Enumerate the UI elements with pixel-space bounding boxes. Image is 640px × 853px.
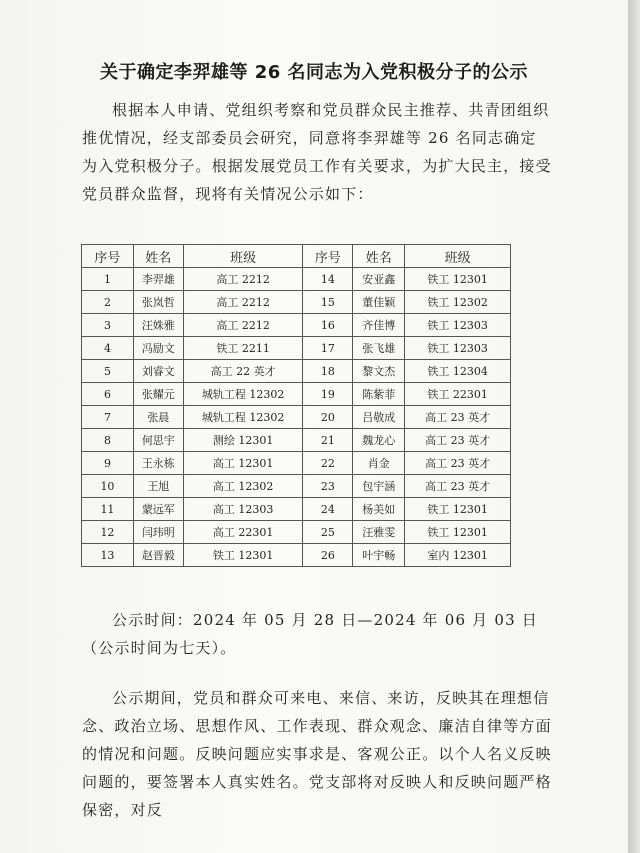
cell-class: 铁工 12301 [183,544,303,567]
cell-name: 赵晋毅 [133,544,183,567]
cell-class: 高工 22 英才 [183,360,303,383]
cell-class: 铁工 12301 [405,498,511,521]
table-row [82,498,511,521]
cell-name: 董佳颖 [353,291,405,314]
cell-class: 高工 2212 [183,268,303,291]
cell-class: 铁工 12303 [405,337,511,360]
cell-class: 高工 23 英才 [405,475,511,498]
header-class: 班级 [183,245,303,268]
cell-name: 黎文杰 [353,360,405,383]
cell-name: 张晨 [133,406,183,429]
cell-class: 铁工 12303 [405,314,511,337]
cell-class: 测绘 12301 [183,429,303,452]
cell-index: 20 [303,406,353,429]
header-name: 姓名 [353,245,405,268]
table-row [82,406,511,429]
cell-class: 城轨工程 12302 [183,383,303,406]
cell-name: 包宇涵 [353,475,405,498]
cell-index: 18 [303,360,353,383]
table-row [82,291,511,314]
cell-index: 17 [303,337,353,360]
cell-index: 15 [303,291,353,314]
cell-name: 肖金 [353,452,405,475]
cell-index: 22 [303,452,353,475]
cell-name: 李羿雄 [133,268,183,291]
cell-index: 16 [303,314,353,337]
cell-class: 铁工 12304 [405,360,511,383]
cell-index: 8 [82,429,134,452]
cell-class: 高工 12302 [183,475,303,498]
cell-name: 闫玮明 [133,521,183,544]
cell-index: 7 [82,406,134,429]
cell-index: 21 [303,429,353,452]
cell-class: 高工 23 英才 [405,429,511,452]
cell-index: 13 [82,544,134,567]
cell-name: 汪雅雯 [353,521,405,544]
table-header-row [82,245,511,268]
cell-class: 高工 22301 [183,521,303,544]
cell-index: 12 [82,521,134,544]
cell-index: 14 [303,268,353,291]
cell-name: 冯励文 [133,337,183,360]
cell-index: 2 [82,291,134,314]
cell-name: 魏龙心 [353,429,405,452]
cell-index: 6 [82,383,134,406]
cell-name: 张飞雄 [353,337,405,360]
table-row [82,337,511,360]
cell-index: 4 [82,337,134,360]
cell-name: 陈紫菲 [353,383,405,406]
cell-index: 25 [303,521,353,544]
cell-index: 24 [303,498,353,521]
candidate-table [81,244,511,567]
header-class: 班级 [405,245,511,268]
table-body [82,268,511,567]
cell-name: 吕敬成 [353,406,405,429]
table-row [82,360,511,383]
cell-name: 王旭 [133,475,183,498]
table-row [82,268,511,291]
cell-class: 铁工 12301 [405,268,511,291]
cell-name: 蒙远军 [133,498,183,521]
cell-class: 铁工 12301 [405,521,511,544]
cell-class: 铁工 2211 [183,337,303,360]
cell-class: 城轨工程 12302 [183,406,303,429]
cell-class: 高工 12303 [183,498,303,521]
cell-index: 10 [82,475,134,498]
cell-class: 铁工 22301 [405,383,511,406]
cell-index: 11 [82,498,134,521]
page-edge [628,0,640,853]
table-row [82,544,511,567]
cell-name: 齐佳博 [353,314,405,337]
document-title: 关于确定李羿雄等 26 名同志为入党积极分子的公示 [99,62,529,83]
cell-class: 室内 12301 [405,544,511,567]
cell-index: 23 [303,475,353,498]
cell-class: 高工 2212 [183,291,303,314]
header-index: 序号 [303,245,353,268]
cell-name: 叶宇畅 [353,544,405,567]
cell-name: 刘睿文 [133,360,183,383]
table-row [82,314,511,337]
cell-name: 何思宇 [133,429,183,452]
cell-class: 铁工 12302 [405,291,511,314]
header-index: 序号 [82,245,134,268]
cell-name: 张岚哲 [133,291,183,314]
cell-class: 高工 2212 [183,314,303,337]
cell-name: 张耀元 [133,383,183,406]
cell-index: 26 [303,544,353,567]
cell-index: 19 [303,383,353,406]
table-row [82,429,511,452]
table-row [82,475,511,498]
cell-index: 3 [82,314,134,337]
header-name: 姓名 [133,245,183,268]
cell-name: 汪姝雅 [133,314,183,337]
cell-class: 高工 23 英才 [405,406,511,429]
cell-name: 安亚鑫 [353,268,405,291]
cell-index: 1 [82,268,134,291]
table-row [82,452,511,475]
cell-name: 王永栋 [133,452,183,475]
cell-name: 杨美如 [353,498,405,521]
table-row [82,383,511,406]
table-row [82,521,511,544]
cell-index: 9 [82,452,134,475]
cell-class: 高工 23 英才 [405,452,511,475]
closing-paragraph: 公示期间，党员和群众可来电、来信、来访，反映其在理想信念、政治立场、思想作风、工作表现、群众观念、廉洁自律等方面的情况和问题。反映问题应实事求是、客观公正。以个人名义反映问题的，要签署本人真实姓名。党支部将对反映人和反映问题严格保密，对反 [82,689,552,819]
cell-index: 5 [82,360,134,383]
intro-paragraph: 根据本人申请、党组织考察和党员群众民主推荐、共青团组织推优情况，经支部委员会研究，同意将李羿雄等 26 名同志确定为入党积极分子。根据发展党员工作有关要求，为扩大民主，接受党员群众监督，现将有关情况公示如下： [82,101,552,203]
cell-class: 高工 12301 [183,452,303,475]
publicity-period: 公示时间：2024 年 05 月 28 日—2024 年 06 月 03 日（公示时间为七天）。 [82,611,538,657]
